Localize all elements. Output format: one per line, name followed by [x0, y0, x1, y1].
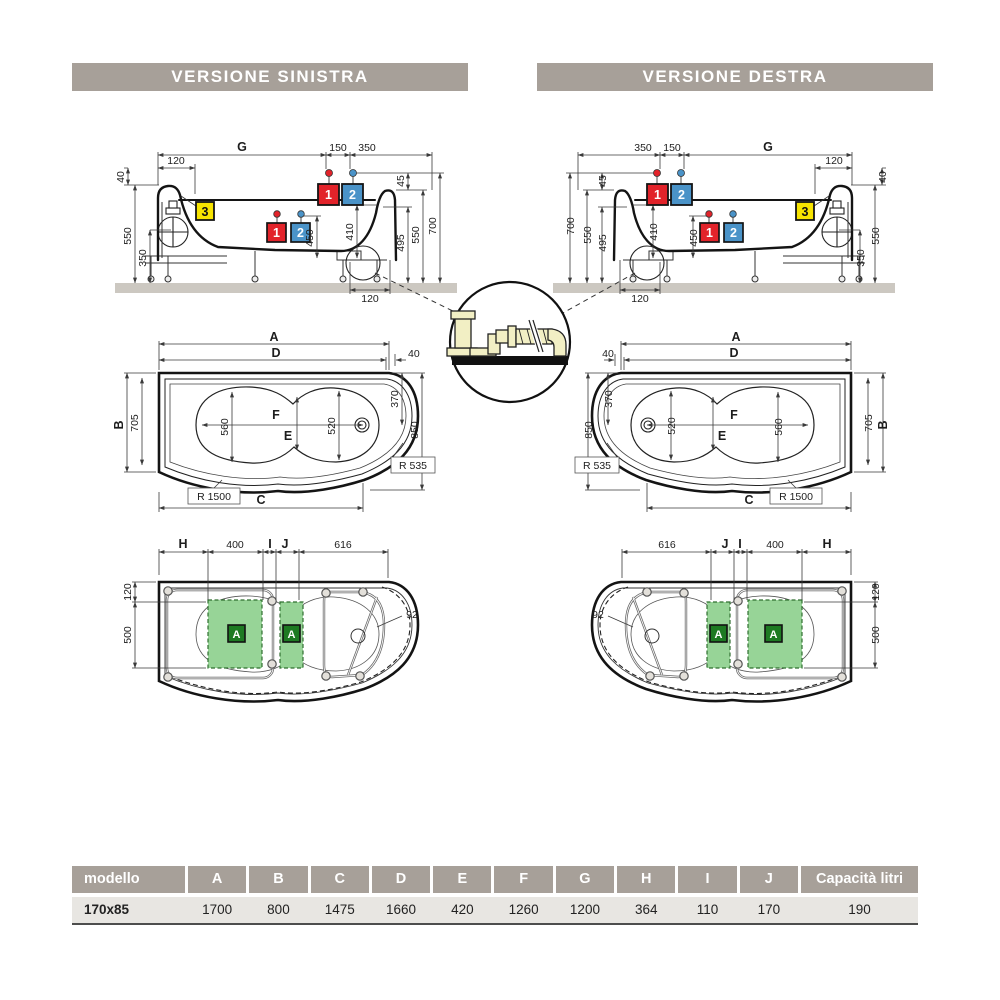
- cold-badge-label: 2: [730, 226, 737, 240]
- dim-label-350: 350: [855, 249, 867, 267]
- dim-label-705: 705: [863, 414, 875, 432]
- dim-label-700: 700: [427, 217, 439, 235]
- dim-label-H: H: [822, 537, 832, 551]
- dim-label-495: 495: [597, 234, 609, 252]
- dim-label-A: A: [269, 330, 279, 344]
- dim-label-560: 560: [219, 418, 231, 436]
- radius-label-535: R 535: [398, 460, 428, 472]
- col-header-I: I: [678, 866, 736, 893]
- dim-label-410: 410: [648, 223, 660, 241]
- dim-label-350: 350: [358, 142, 376, 154]
- dim-label-120: 120: [122, 583, 134, 601]
- dim-label-A: A: [731, 330, 741, 344]
- dim-label-705: 705: [129, 414, 141, 432]
- col-header-B: B: [249, 866, 307, 893]
- col-header-D: D: [372, 866, 430, 893]
- col-header-F: F: [494, 866, 552, 893]
- cell-F: 1260: [508, 902, 539, 917]
- hot-badge-label: 1: [654, 188, 661, 202]
- cell-I: 110: [696, 902, 719, 917]
- hot-badge-label: 1: [325, 188, 332, 202]
- dim-label-120: 120: [361, 293, 379, 305]
- dim-label-I: I: [268, 537, 272, 551]
- area-badge-label: A: [714, 629, 723, 641]
- dim-label-560: 560: [773, 418, 785, 436]
- cell-E: 420: [451, 902, 474, 917]
- cold-badge-label: 2: [297, 226, 304, 240]
- dim-label-F: F: [272, 408, 280, 422]
- dim-label-40: 40: [602, 348, 614, 360]
- dim-label-B: B: [112, 420, 126, 430]
- area-badge-label: A: [287, 629, 296, 641]
- cold-water-dot: [350, 170, 357, 177]
- cell-C: 1475: [324, 902, 355, 917]
- dim-label-G: G: [237, 140, 247, 154]
- dim-label-F: F: [730, 408, 738, 422]
- dim-label-400: 400: [766, 539, 784, 551]
- cell-capacita: 190: [848, 902, 871, 917]
- hot-water-dot: [654, 170, 661, 177]
- col-header-E: E: [433, 866, 491, 893]
- dim-label-J: J: [281, 537, 289, 551]
- radius-label-1500: R 1500: [197, 491, 231, 503]
- dim-label-410: 410: [344, 223, 356, 241]
- dim-label-D: D: [729, 346, 739, 360]
- dim-label-B: B: [876, 420, 890, 430]
- dim-label-500: 500: [122, 626, 134, 644]
- dim-label-120: 120: [825, 155, 843, 167]
- elevation-right-drawing: [550, 140, 895, 310]
- dim-label-45: 45: [395, 175, 407, 187]
- area-badge-label: A: [769, 629, 778, 641]
- cold-water-dot: [730, 211, 737, 218]
- dim-label-C: C: [256, 493, 266, 507]
- dim-label-450: 450: [304, 229, 316, 247]
- area-badge-label: A: [232, 629, 241, 641]
- dim-label-700: 700: [565, 217, 577, 235]
- cell-B: 800: [267, 902, 290, 917]
- cell-J: 170: [757, 902, 781, 917]
- col-header-capacita: Capacità litri: [801, 866, 918, 893]
- cold-water-dot: [298, 211, 305, 218]
- dim-label-J: J: [721, 537, 729, 551]
- dim-label-550: 550: [410, 226, 422, 244]
- dim-label-400: 400: [226, 539, 244, 551]
- dim-label-450: 450: [688, 229, 700, 247]
- cold-water-dot: [678, 170, 685, 177]
- col-header-C: C: [311, 866, 369, 893]
- dim-label-C: C: [744, 493, 754, 507]
- cold-badge-label: 2: [678, 188, 685, 202]
- col-header-modello: modello: [72, 866, 185, 893]
- col-header-H: H: [617, 866, 675, 893]
- dim-label-G: G: [763, 140, 773, 154]
- pump-badge-label: 3: [801, 205, 809, 219]
- dim-label-40: 40: [408, 348, 420, 360]
- hot-badge-label: 1: [273, 226, 280, 240]
- banner-right-version: VERSIONE DESTRA: [537, 63, 933, 91]
- hot-water-dot: [274, 211, 281, 218]
- elevation-left-drawing: [115, 140, 460, 310]
- dim-label-520: 520: [326, 417, 338, 435]
- dim-label-616: 616: [334, 539, 352, 551]
- bottom-right-drawing: [570, 530, 900, 720]
- dim-label-E: E: [717, 429, 727, 443]
- dim-label-495: 495: [395, 234, 407, 252]
- dim-label-150: 150: [329, 142, 347, 154]
- drain-plumbing: [447, 311, 568, 365]
- radius-label-535: R 535: [582, 460, 612, 472]
- cell-A: 1700: [202, 902, 233, 917]
- dim-label-150: 150: [663, 142, 681, 154]
- plan-right-drawing: [570, 330, 900, 520]
- col-header-G: G: [556, 866, 614, 893]
- col-header-J: J: [740, 866, 798, 893]
- dim-label-500: 500: [870, 626, 882, 644]
- dim-label-40: 40: [877, 171, 889, 183]
- dim-label-850: 850: [583, 421, 595, 439]
- cell-modello: 170x85: [84, 902, 130, 917]
- dim-label-550: 550: [870, 227, 882, 245]
- cell-G: 1200: [569, 902, 600, 917]
- table-bottom-rule: [72, 923, 918, 925]
- dim-label-120: 120: [631, 293, 649, 305]
- dim-label-120: 120: [870, 583, 882, 601]
- banner-left-version: VERSIONE SINISTRA: [72, 63, 468, 91]
- col-header-A: A: [188, 866, 246, 893]
- dim-label-120: 120: [167, 155, 185, 167]
- dim-label-550: 550: [582, 226, 594, 244]
- pump-badge-label: 3: [201, 205, 209, 219]
- radius-label-1500: R 1500: [779, 491, 813, 503]
- dim-label-I: I: [738, 537, 742, 551]
- dim-label-370: 370: [603, 390, 615, 408]
- dim-label-550: 550: [122, 227, 134, 245]
- dim-label-D: D: [271, 346, 281, 360]
- dim-label-H: H: [178, 537, 188, 551]
- dim-label-45: 45: [597, 175, 609, 187]
- spec-table-header-row: [72, 866, 918, 893]
- dim-label-520: 520: [666, 417, 678, 435]
- cell-D: 1660: [386, 902, 417, 917]
- hot-water-dot: [706, 211, 713, 218]
- cell-H: 364: [634, 902, 658, 917]
- bottom-left-drawing: [110, 530, 440, 720]
- dim-label-850: 850: [409, 421, 421, 439]
- spec-table-data-row: [72, 897, 918, 923]
- dim-label-E: E: [283, 429, 293, 443]
- dim-label-350: 350: [137, 249, 149, 267]
- dim-label-92: 92: [592, 609, 604, 621]
- dim-label-370: 370: [389, 390, 401, 408]
- cold-badge-label: 2: [349, 188, 356, 202]
- dim-label-616: 616: [658, 539, 676, 551]
- spec-table: [72, 866, 918, 925]
- dim-label-350: 350: [634, 142, 652, 154]
- plan-left-drawing: [110, 330, 440, 520]
- hot-water-dot: [326, 170, 333, 177]
- dim-label-92: 92: [406, 609, 418, 621]
- hot-badge-label: 1: [706, 226, 713, 240]
- dim-label-40: 40: [115, 171, 127, 183]
